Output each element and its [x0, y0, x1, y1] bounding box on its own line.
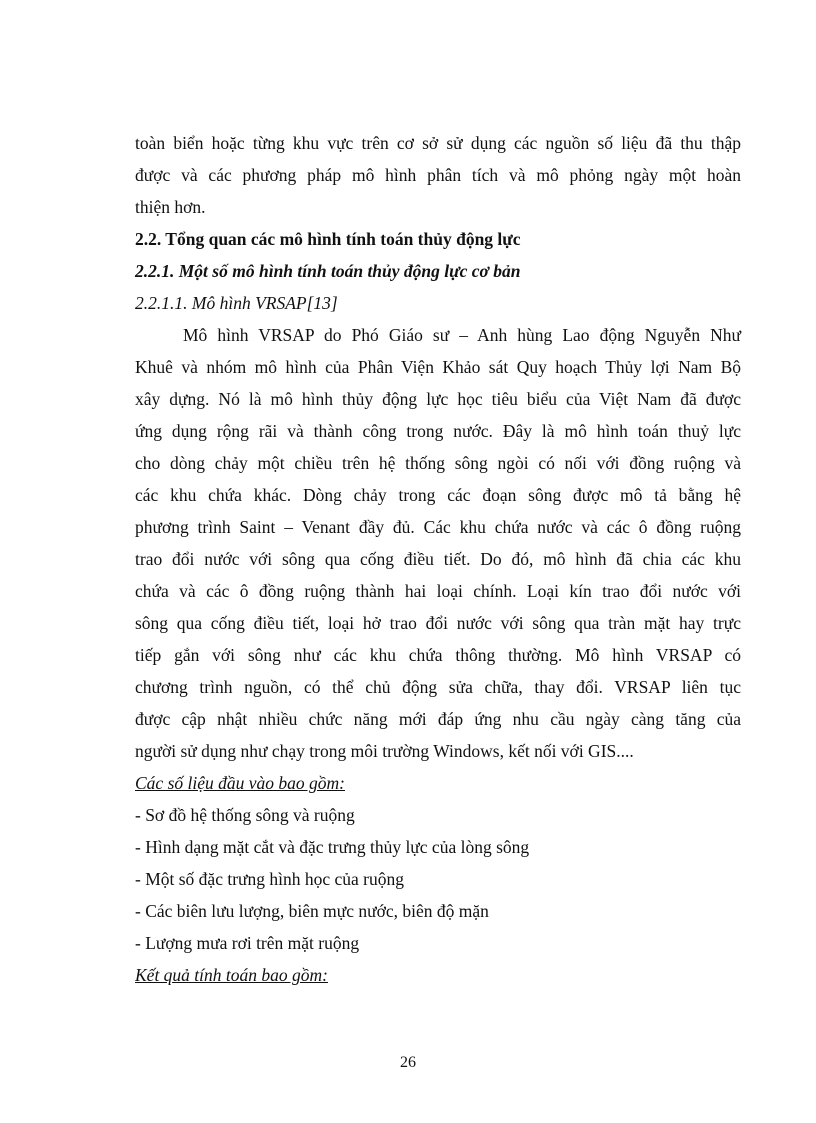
paragraph-line-4: ứng dụng rộng rãi và thành công trong nước. Đây là mô hình toán thuỷ lực	[135, 421, 741, 441]
section-heading-2-2-1-1: 2.2.1.1. Mô hình VRSAP[13]	[135, 293, 338, 313]
paragraph-line-6: các khu chứa khác. Dòng chảy trong các đoạn sông được mô tả bằng hệ	[135, 485, 741, 505]
paragraph-line-7: phương trình Saint – Venant đầy đủ. Các khu chứa nước và các ô đồng ruộng	[135, 517, 741, 537]
intro-line-3: thiện hơn.	[135, 197, 206, 217]
input-item-3: - Một số đặc trưng hình học của ruộng	[135, 869, 405, 889]
paragraph-line-8: trao đổi nước với sông qua cống điều tiết. Do đó, mô hình đã chia các khu	[135, 549, 741, 569]
paragraph-line-1: Mô hình VRSAP do Phó Giáo sư – Anh hùng Lao động Nguyễn Như	[183, 325, 741, 345]
paragraph-line-9: chứa và các ô đồng ruộng thành hai loại chính. Loại kín trao đổi nước với	[135, 581, 741, 601]
inputs-heading	[135, 767, 741, 799]
paragraph-line-5: cho dòng chảy một chiều trên hệ thống sông ngòi có nối với đồng ruộng và	[135, 453, 741, 473]
section-heading-2-2-1: 2.2.1. Một số mô hình tính toán thủy động lực cơ bản	[135, 261, 521, 281]
paragraph-line-10: sông qua cống điều tiết, loại hở trao đổi nước với sông qua tràn mặt hay trực	[135, 613, 741, 633]
input-item-2: - Hình dạng mặt cắt và đặc trưng thủy lực của lòng sông	[135, 837, 530, 857]
input-item-1: - Sơ đồ hệ thống sông và ruộng	[135, 805, 355, 825]
paragraph-line-14: người sử dụng như chạy trong môi trường Windows, kết nối với GIS....	[135, 741, 634, 761]
paragraph-line-12: chương trình nguồn, có thể chủ động sửa chữa, thay đổi. VRSAP liên tục	[135, 677, 741, 697]
paragraph-line-3: xây dựng. Nó là mô hình thủy động lực học tiêu biểu của Việt Nam đã được	[135, 389, 741, 409]
document-page	[135, 127, 741, 991]
intro-line-1: toàn biển hoặc từng khu vực trên cơ sở sử dụng các nguồn số liệu đã thu thập	[135, 133, 741, 153]
paragraph-line-11: tiếp gắn với sông như các khu chứa thông thường. Mô hình VRSAP có	[135, 645, 741, 665]
page-number: 26	[400, 1054, 416, 1071]
paragraph-line-13: được cập nhật nhiều chức năng mới đáp ứng nhu cầu ngày càng tăng của	[135, 709, 741, 729]
inputs-heading-text: Các số liệu đầu vào bao gồm:	[135, 773, 345, 793]
paragraph-line-2: Khuê và nhóm mô hình của Phân Viện Khảo sát Quy hoạch Thủy lợi Nam Bộ	[135, 357, 741, 377]
results-heading	[135, 959, 741, 991]
section-heading-2-2: 2.2. Tổng quan các mô hình tính toán thủy động lực	[135, 229, 521, 249]
input-item-5: - Lượng mưa rơi trên mặt ruộng	[135, 933, 360, 953]
intro-line-2: được và các phương pháp mô hình phân tích và mô phỏng ngày một hoàn	[135, 165, 741, 185]
input-item-4: - Các biên lưu lượng, biên mực nước, biên độ mặn	[135, 901, 489, 921]
results-heading-text: Kết quả tính toán bao gồm:	[135, 965, 328, 985]
